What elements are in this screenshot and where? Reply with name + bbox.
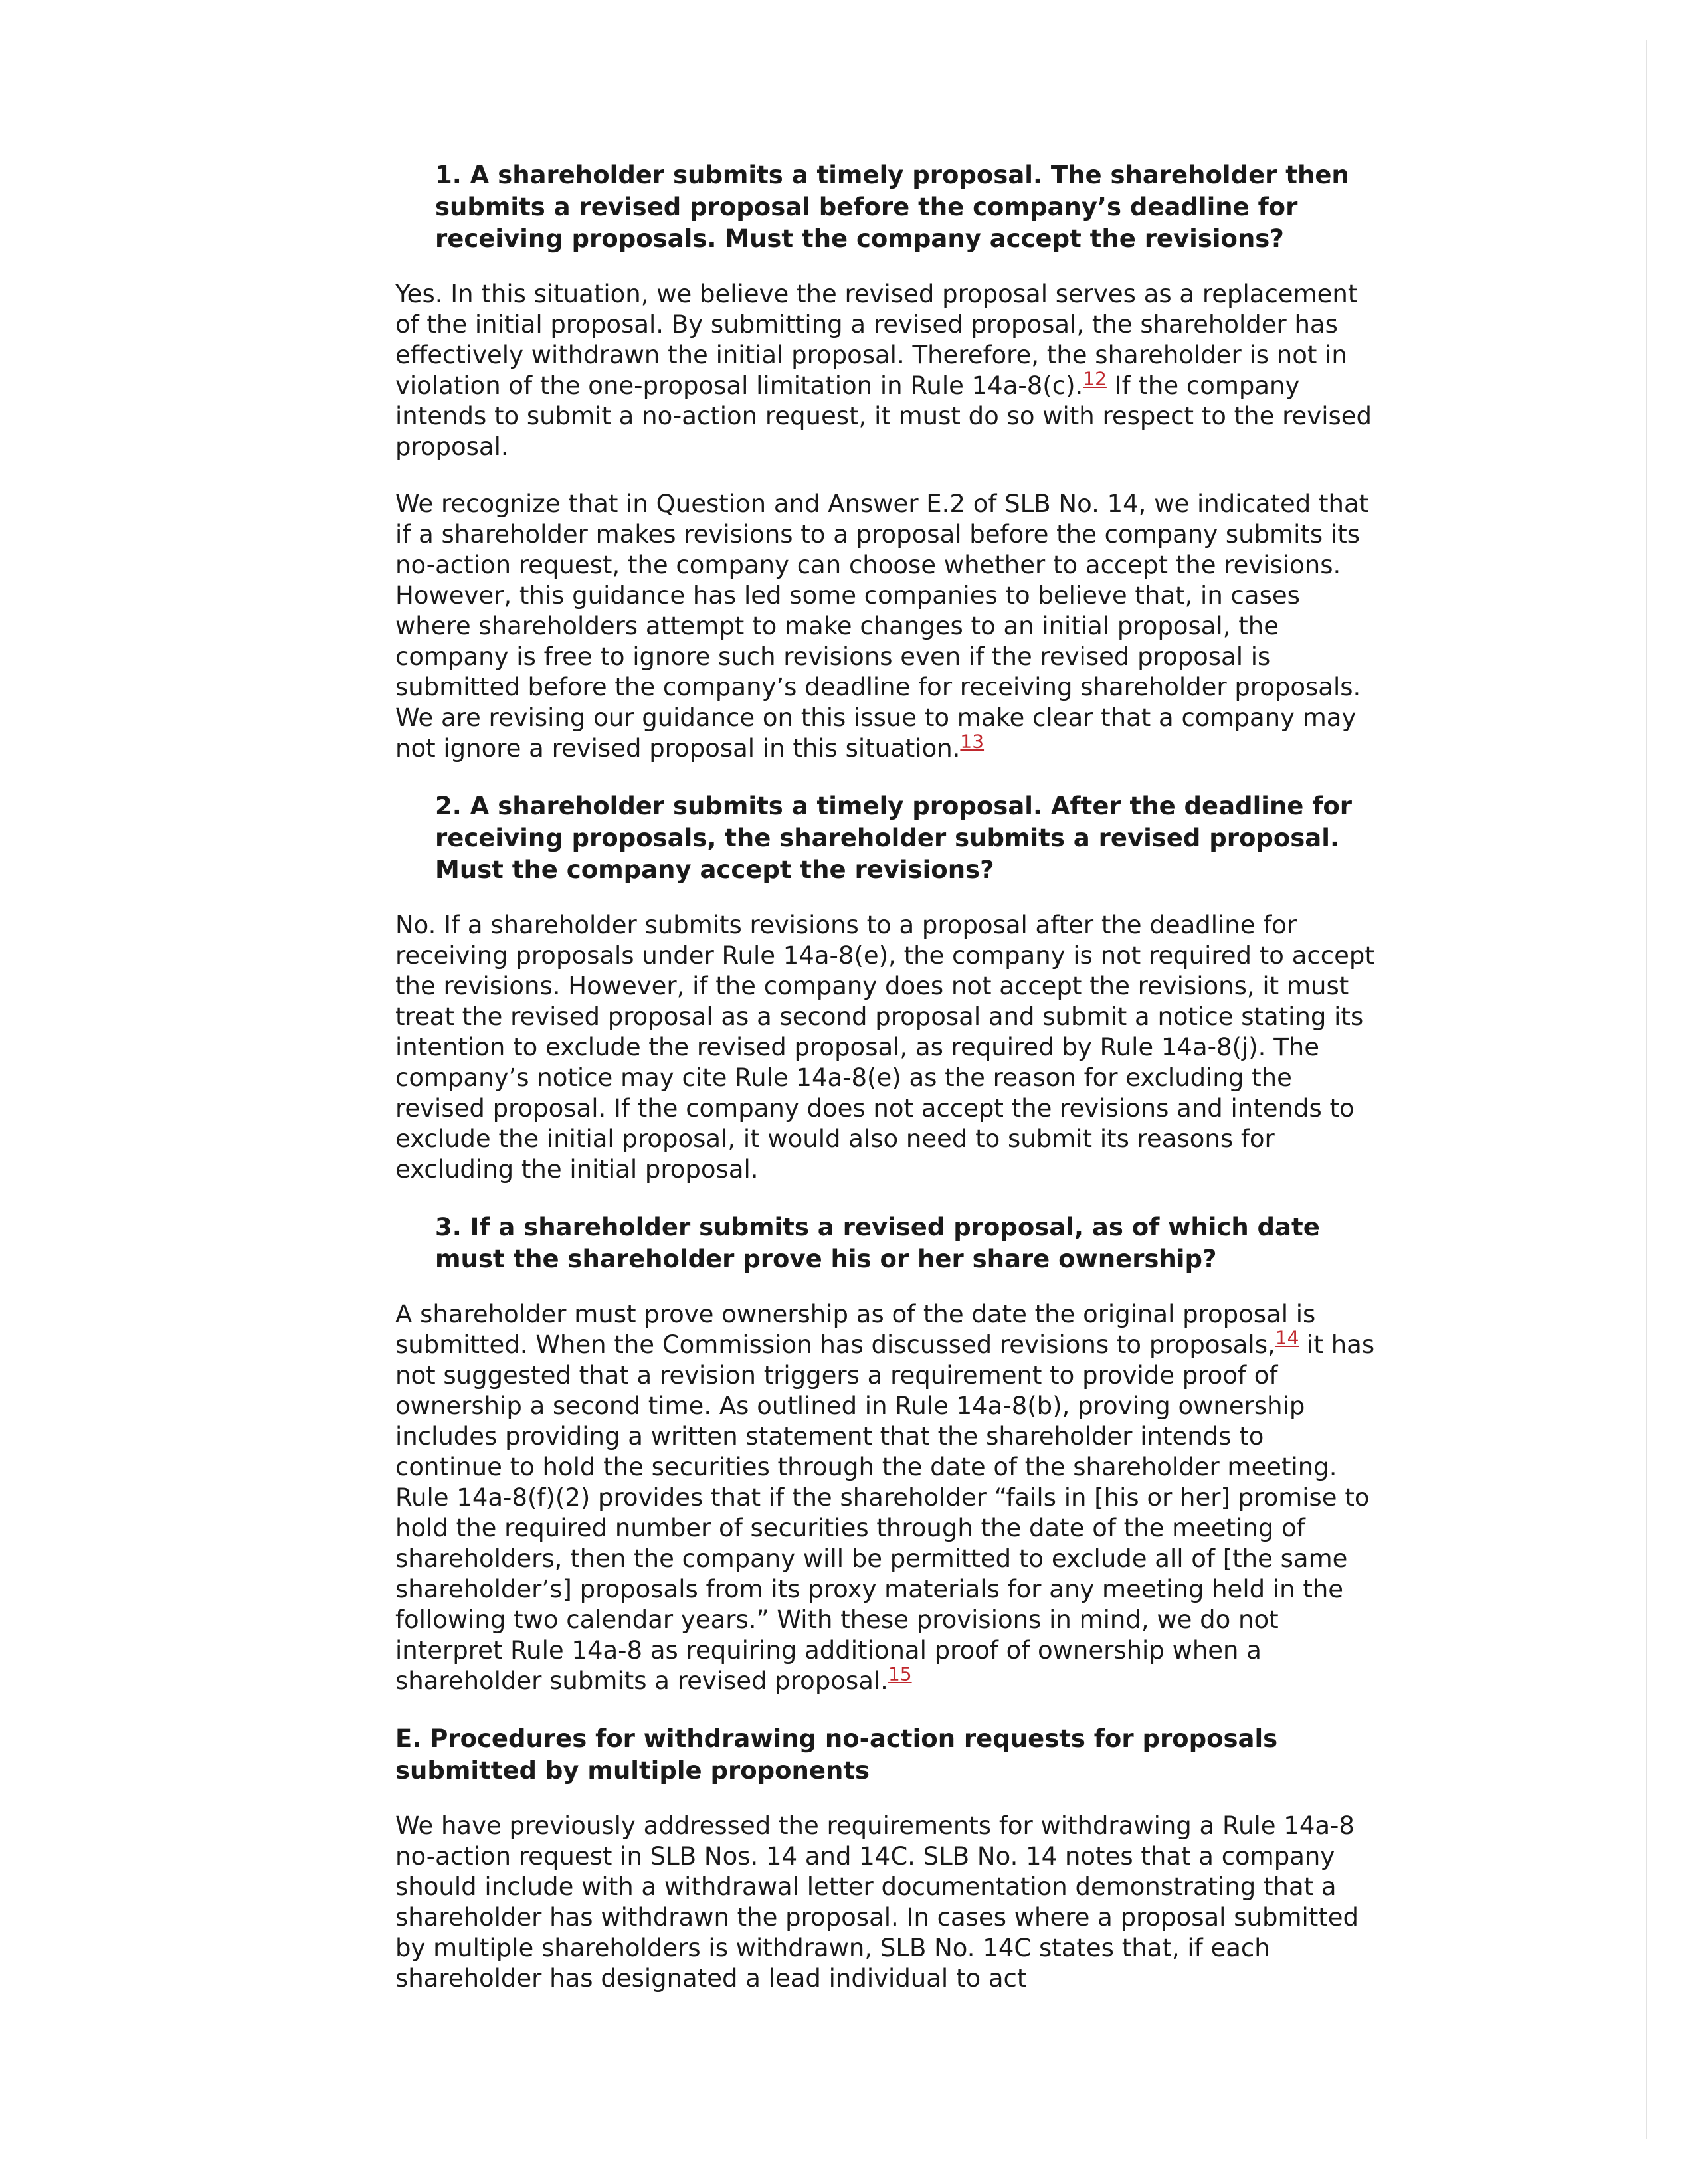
- answer-text: A shareholder must prove ownership as of the date the original proposal is submitted. When the Commission has discussed revisions to proposals,: [395, 1300, 1316, 1359]
- question-3-heading: 3. If a shareholder submits a revised proposal, as of which date must the shareholder prove his or her share ownership?: [435, 1213, 1320, 1273]
- answer-text: If the company intends to submit a no-action request, it must do so with respect to the revised proposal.: [395, 371, 1372, 461]
- answer-text: Yes. In this situation, we believe the revised proposal serves as a replacement of the initial proposal. By submitting a revised proposal, the shareholder has effectively withdrawn the initial proposal. Therefore, the shareholder is not in violation of the one-proposal limitation in Rule 14a-8(c).: [395, 280, 1358, 400]
- question-1-answer-paragraph: [395, 279, 1375, 462]
- guidance-text: We recognize that in Question and Answer E.2 of SLB No. 14, we indicated that if a shareholder makes revisions to a proposal before the company submits its no-action request, the company can choose whether to accept the revisions. However, this guidance has led some companies to believe that, in cases where shareholders attempt to make changes to an initial proposal, the company is free to ignore such revisions even if the revised proposal is submitted before the company’s deadline for receiving shareholder proposals. We are revising our guidance on this issue to make clear that a company may not ignore a revised proposal in this situation.: [395, 490, 1369, 763]
- footnote-link-14[interactable]: 14: [1275, 1326, 1299, 1349]
- document-body: [395, 159, 1375, 1994]
- page-edge-line: [1646, 40, 1647, 2139]
- footnote-link-13[interactable]: 13: [960, 730, 985, 753]
- question-2-heading: 2. A shareholder submits a timely proposal. After the deadline for receiving proposals, the shareholder submits a revised proposal. Must the company accept the revisions?: [435, 792, 1353, 884]
- footnote-link-15[interactable]: 15: [888, 1663, 912, 1685]
- footnote-link-12[interactable]: 12: [1083, 367, 1107, 390]
- section-e-heading: E. Procedures for withdrawing no-action requests for proposals submitted by multiple proponents: [395, 1724, 1278, 1785]
- section-e-paragraph: We have previously addressed the requirements for withdrawing a Rule 14a-8 no-action request in SLB Nos. 14 and 14C. SLB No. 14 notes that a company should include with a withdrawal letter documentation demonstrating that a shareholder has withdrawn the proposal. In cases where a proposal submitted by multiple shareholders is withdrawn, SLB No. 14C states that, if each shareholder has designated a lead individual to act: [395, 1811, 1359, 1993]
- question-2-answer-paragraph: No. If a shareholder submits revisions to a proposal after the deadline for receiving proposals under Rule 14a-8(e), the company is not required to accept the revisions. However, if the company does not accept the revisions, it must treat the revised proposal as a second proposal and submit a notice stating its intention to exclude the revised proposal, as required by Rule 14a-8(j). The company’s notice may cite Rule 14a-8(e) as the reason for excluding the revised proposal. If the company does not accept the revisions and intends to exclude the initial proposal, it would also need to submit its reasons for excluding the initial proposal.: [395, 911, 1374, 1184]
- answer-text: it has not suggested that a revision triggers a requirement to provide proof of ownership a second time. As outlined in Rule 14a-8(b), proving ownership includes providing a written statement that the shareholder intends to continue to hold the securities through the date of the shareholder meeting. Rule 14a-8(f)(2) provides that if the shareholder “fails in [his or her] promise to hold the required number of securities through the date of the meeting of shareholders, then the company will be permitted to exclude all of [the same shareholder’s] proposals from its proxy materials for any meeting held in the following two calendar years.” With these provisions in mind, we do not interpret Rule 14a-8 as requiring additional proof of ownership when a shareholder submits a revised proposal.: [395, 1330, 1375, 1695]
- question-1-guidance-paragraph: [395, 489, 1375, 764]
- question-3-answer-paragraph: [395, 1299, 1375, 1696]
- question-1-heading: 1. A shareholder submits a timely proposal. The shareholder then submits a revised proposal before the company’s deadline for receiving proposals. Must the company accept the revisions?: [435, 161, 1349, 253]
